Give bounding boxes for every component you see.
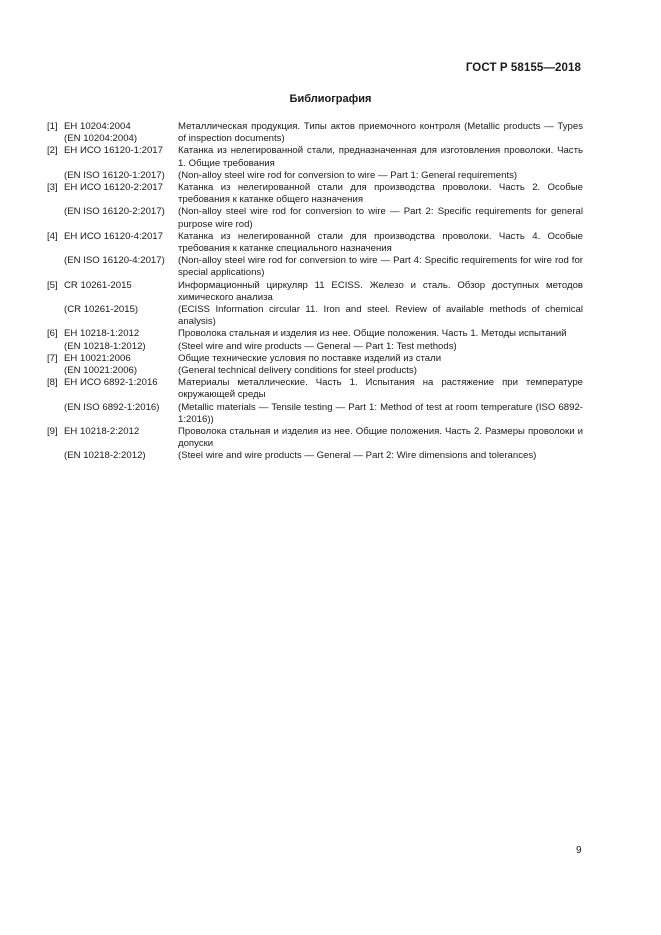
entry-code-ru: ЕН 10204:2004 bbox=[64, 121, 131, 132]
entry-description-ru: Катанка из нелегированной стали, предназначенная для изготовления проволоки. Часть 1. Общие требования bbox=[178, 145, 583, 169]
entry-code-en: (EN 10218-1:2012) bbox=[64, 340, 146, 352]
bibliography-entry-9 bbox=[47, 426, 583, 463]
bibliography-entry-8 bbox=[47, 377, 583, 426]
entry-description bbox=[178, 280, 583, 329]
entry-code-ru: ЕН ИСО 16120-1:2017 bbox=[64, 145, 163, 157]
entry-description-en: (Non-alloy steel wire rod for conversion to wire — Part 1: General requirements) bbox=[178, 169, 518, 181]
entry-code-spacer bbox=[64, 243, 178, 255]
entry-description bbox=[178, 182, 583, 231]
entry-codes bbox=[64, 121, 178, 145]
bibliography-entry-1 bbox=[47, 121, 583, 145]
document-code-header: ГОСТ Р 58155—2018 bbox=[465, 62, 581, 74]
entry-number: [2] bbox=[47, 145, 58, 157]
entry-code-en: (EN ISO 16120-4:2017) bbox=[64, 255, 165, 267]
entry-number: [6] bbox=[47, 328, 58, 340]
entry-description-en: (General technical delivery conditions for steel products) bbox=[178, 365, 417, 377]
entry-description-ru: Проволока стальная и изделия из нее. Общие положения. Часть 1. Методы испытаний bbox=[178, 328, 567, 340]
entry-description-text: Металлическая продукция. Типы актов приемочного контроля (Metallic products — Types of inspection documents) bbox=[178, 121, 583, 145]
entry-description-ru: Катанка из нелегированной стали для производства проволоки. Часть 2. Особые требования к катанке общего назначения bbox=[178, 182, 583, 206]
entry-description bbox=[178, 353, 583, 377]
entry-code-ru: ЕН ИСО 6892-1:2016 bbox=[64, 377, 158, 389]
entry-code-ru: ЕН ИСО 16120-4:2017 bbox=[64, 230, 163, 242]
entry-code-en: (EN 10204:2004) bbox=[64, 133, 138, 145]
page-number: 9 bbox=[576, 845, 582, 856]
entry-code-ru: CR 10261-2015 bbox=[64, 279, 132, 291]
entry-number: [3] bbox=[47, 182, 58, 194]
bibliography-entry-7 bbox=[47, 353, 583, 377]
entry-code-en: (CR 10261-2015) bbox=[64, 304, 139, 316]
entry-description-ru: Материалы металлические. Часть 1. Испытания на растяжение при температуре окружающей среды bbox=[178, 377, 583, 401]
entry-codes bbox=[64, 182, 178, 231]
entry-code-en: (EN 10218-2:2012) bbox=[64, 450, 146, 462]
entry-description bbox=[178, 377, 583, 426]
entry-code-en: (EN ISO 16120-1:2017) bbox=[64, 169, 165, 181]
entry-description-ru: Информационный циркуляр 11 ECISS. Железо и сталь. Обзор доступных методов химического анализа bbox=[178, 279, 583, 303]
entry-codes bbox=[64, 353, 178, 377]
entry-code-en: (EN ISO 16120-2:2017) bbox=[64, 206, 165, 218]
entry-codes bbox=[64, 328, 178, 352]
entry-description-en: (Non-alloy steel wire rod for conversion to wire — Part 2: Specific requirements for general purpose wire rod) bbox=[178, 206, 583, 230]
entry-code-ru: ЕН 10021:2006 bbox=[64, 352, 131, 364]
page-title: Библиография bbox=[289, 93, 372, 105]
entry-description bbox=[178, 426, 583, 463]
entry-code-en: (EN 10021:2006) bbox=[64, 365, 138, 377]
entry-description-en: (ECISS Information circular 11. Iron and steel. Review of available methods of chemical analysis) bbox=[178, 304, 583, 328]
bibliography-entry-6 bbox=[47, 328, 583, 352]
entry-number: [5] bbox=[47, 279, 58, 291]
entry-description-ru: Общие технические условия по поставке изделий из стали bbox=[178, 352, 442, 364]
entry-description bbox=[178, 121, 583, 145]
entry-code-ru: ЕН ИСО 16120-2:2017 bbox=[64, 182, 163, 194]
entry-codes bbox=[64, 280, 178, 329]
entry-description-ru: Проволока стальная и изделия из нее. Общие положения. Часть 2. Размеры проволоки и допуски bbox=[178, 426, 583, 450]
entry-description bbox=[178, 145, 583, 182]
entry-code-en: (EN ISO 6892-1:2016) bbox=[64, 401, 160, 413]
entry-description bbox=[178, 328, 583, 352]
entry-number: [8] bbox=[47, 377, 58, 389]
entry-code-spacer bbox=[64, 194, 178, 206]
entry-code-ru: ЕН 10218-1:2012 bbox=[64, 328, 140, 340]
entry-codes bbox=[64, 231, 178, 280]
entry-description bbox=[178, 231, 583, 280]
entry-code-ru: ЕН 10218-2:2012 bbox=[64, 426, 140, 438]
entry-codes bbox=[64, 145, 178, 182]
entry-description-en: (Non-alloy steel wire rod for conversion to wire — Part 4: Specific requirements for wire rod for special applications) bbox=[178, 255, 583, 279]
entry-description-ru: Катанка из нелегированной стали для производства проволоки. Часть 4. Особые требования к катанке специального назначения bbox=[178, 230, 583, 255]
entry-code-spacer bbox=[64, 389, 178, 401]
entry-number: [4] bbox=[47, 230, 58, 242]
entry-description-en: (Steel wire and wire products — General — Part 1: Test methods) bbox=[178, 340, 457, 352]
bibliography-entry-3 bbox=[47, 182, 583, 231]
bibliography-list bbox=[47, 121, 583, 463]
entry-number: [7] bbox=[47, 352, 58, 364]
entry-description-en: (Metallic materials — Tensile testing — Part 1: Method of test at room temperature (ISO 6892-1:2016)) bbox=[178, 401, 583, 425]
entry-codes bbox=[64, 377, 178, 426]
bibliography-entry-4 bbox=[47, 231, 583, 280]
bibliography-entry-2 bbox=[47, 145, 583, 182]
entry-code-spacer bbox=[64, 438, 178, 450]
entry-code-spacer bbox=[64, 292, 178, 304]
entry-codes bbox=[64, 426, 178, 463]
entry-number: [9] bbox=[47, 426, 58, 438]
bibliography-entry-5 bbox=[47, 280, 583, 329]
entry-description-en: (Steel wire and wire products — General — Part 2: Wire dimensions and tolerances) bbox=[178, 450, 537, 462]
entry-code-spacer bbox=[64, 158, 178, 170]
entry-number: [1] bbox=[47, 121, 58, 132]
